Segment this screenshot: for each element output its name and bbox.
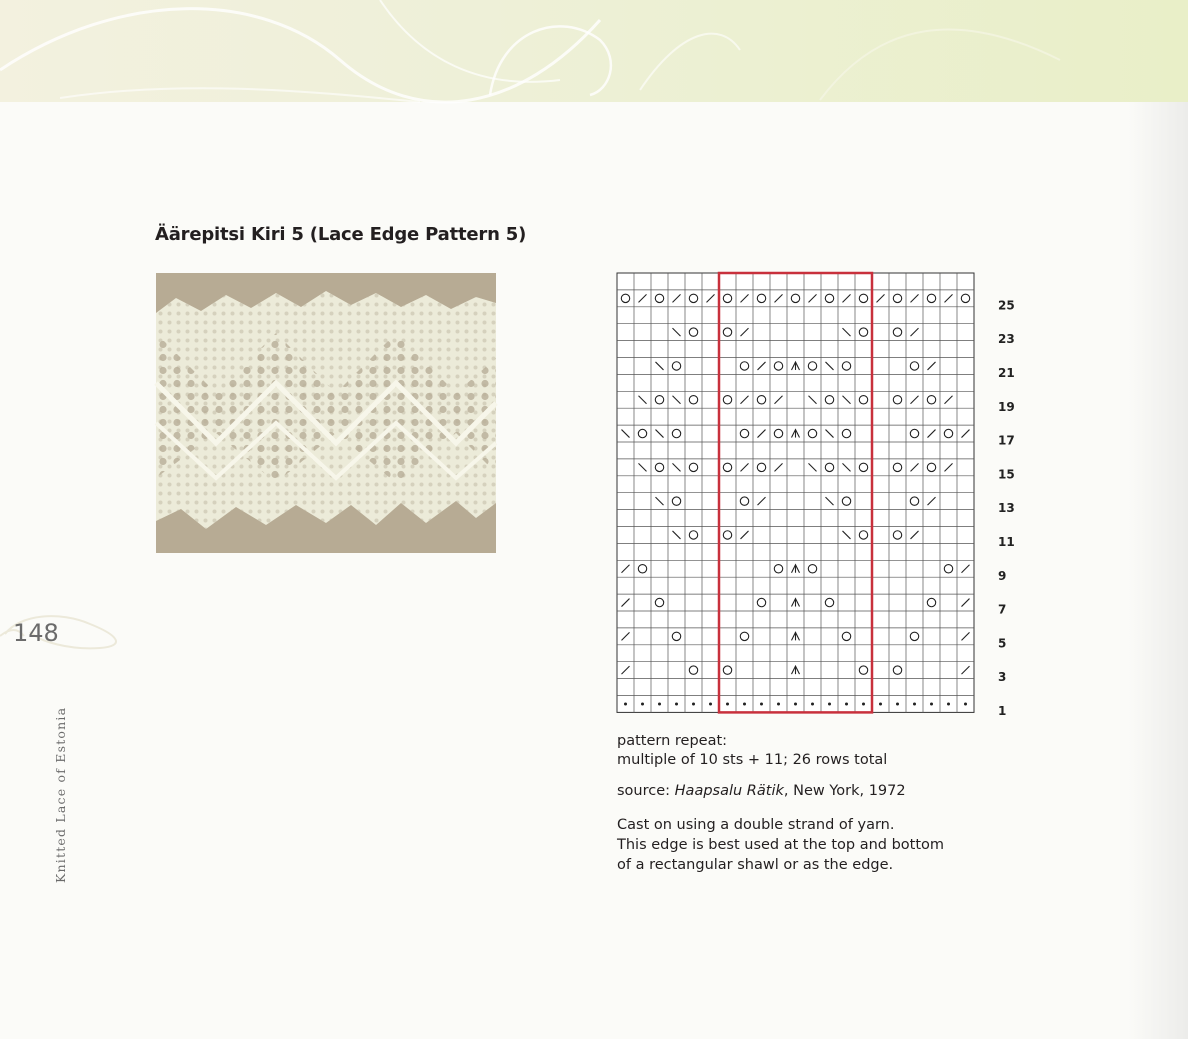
row-label: 3 — [998, 670, 1007, 685]
purl-symbol — [624, 702, 627, 705]
purl-symbol — [879, 702, 882, 705]
repeat-value: multiple of 10 sts + 11; 26 rows total — [617, 752, 888, 768]
row-label: 17 — [998, 433, 1015, 448]
purl-symbol — [947, 702, 950, 705]
lace-photo — [156, 273, 496, 553]
purl-symbol — [726, 702, 729, 705]
pattern-title: Äärepitsi Kiri 5 (Lace Edge Pattern 5) — [155, 224, 527, 245]
swirl-ornament — [0, 0, 1188, 102]
row-label: 21 — [998, 365, 1015, 380]
purl-symbol — [862, 702, 865, 705]
purl-symbol — [794, 702, 797, 705]
source-label: source: — [617, 783, 675, 799]
purl-symbol — [811, 702, 814, 705]
purl-symbol — [709, 702, 712, 705]
chart-grid — [617, 273, 974, 712]
purl-symbol — [743, 702, 746, 705]
row-label: 13 — [998, 501, 1015, 516]
purl-symbol — [896, 702, 899, 705]
row-label: 23 — [998, 332, 1015, 347]
decorative-header-band — [0, 0, 1188, 102]
running-header: Knitted Lace of Estonia — [53, 706, 68, 883]
purl-symbol — [777, 702, 780, 705]
purl-symbol — [675, 702, 678, 705]
purl-symbol — [828, 702, 831, 705]
purl-symbol — [692, 702, 695, 705]
source-rest: , New York, 1972 — [783, 783, 906, 799]
repeat-label: pattern repeat: — [617, 733, 728, 749]
row-label: 15 — [998, 467, 1015, 482]
note-line-1: Cast on using a double strand of yarn. — [617, 817, 895, 833]
row-label: 5 — [998, 636, 1007, 651]
row-label: 19 — [998, 399, 1015, 414]
row-label: 25 — [998, 298, 1015, 313]
note-line-2: This edge is best used at the top and bottom — [617, 837, 945, 853]
row-label: 7 — [998, 602, 1007, 617]
row-labels — [998, 298, 1015, 718]
row-label: 9 — [998, 568, 1007, 583]
source-title: Haapsalu Rätik — [674, 783, 784, 799]
purl-symbol — [641, 702, 644, 705]
purl-symbol — [930, 702, 933, 705]
purl-symbol — [845, 702, 848, 705]
row-label: 11 — [998, 534, 1015, 549]
purl-symbol — [964, 702, 967, 705]
source-line — [617, 783, 906, 799]
purl-symbol — [658, 702, 661, 705]
page-gutter-shade — [1128, 102, 1188, 1039]
purl-symbol — [913, 702, 916, 705]
row-label: 1 — [998, 703, 1007, 718]
purl-symbol — [760, 702, 763, 705]
note-line-3: of a rectangular shawl or as the edge. — [617, 857, 894, 873]
page-number: 148 — [13, 619, 59, 647]
knitting-chart — [610, 268, 1015, 718]
